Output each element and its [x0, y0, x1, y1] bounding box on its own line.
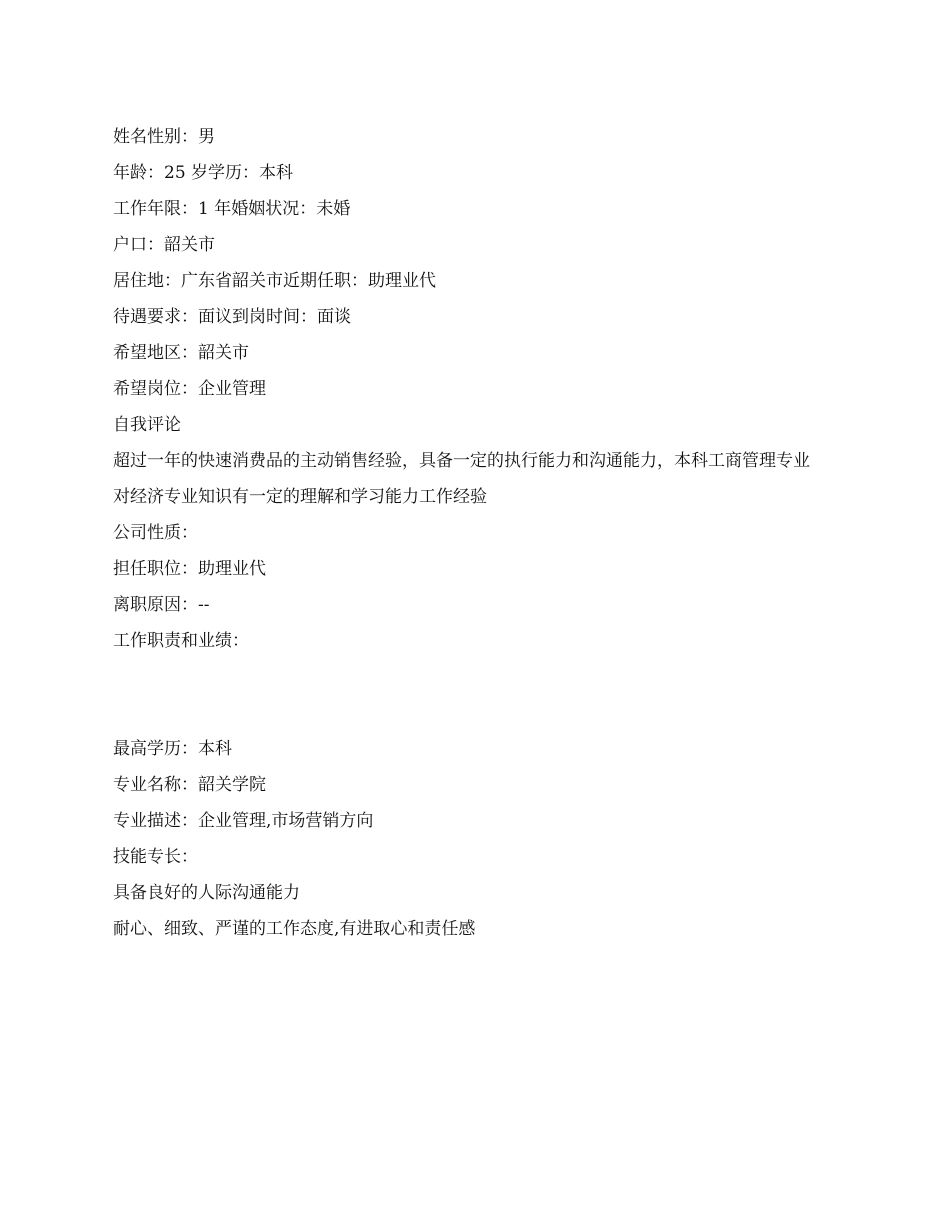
major-description-line: 专业描述：企业管理,市场营销方向	[113, 811, 374, 831]
desired-region-line: 希望地区：韶关市	[113, 343, 249, 363]
skill-communication-line: 具备良好的人际沟通能力	[113, 883, 300, 903]
age-education-line: 年龄：25 岁学历：本科	[113, 163, 294, 183]
section-spacer	[113, 666, 843, 738]
desired-job-line: 希望岗位：企业管理	[113, 379, 266, 399]
leaving-reason-line: 离职原因：--	[113, 595, 210, 615]
company-type-line: 公司性质：	[113, 523, 198, 543]
self-evaluation-text: 超过一年的快速消费品的主动销售经验，具备一定的执行能力和沟通能力，本科工商管理专业	[113, 451, 810, 471]
self-evaluation-heading: 自我评论	[113, 415, 181, 435]
skills-heading: 技能专长：	[113, 847, 198, 867]
highest-degree-line: 最高学历：本科	[113, 739, 232, 759]
salary-availability-line: 待遇要求：面议到岗时间：面谈	[113, 307, 351, 327]
skill-attitude-line: 耐心、细致、严谨的工作态度,有进取心和责任感	[113, 919, 476, 939]
residence-position-line: 居住地：广东省韶关市近期任职：助理业代	[113, 271, 436, 291]
major-name-line: 专业名称：韶关学院	[113, 775, 266, 795]
experience-marital-line: 工作年限：1 年婚姻状况：未婚	[113, 199, 351, 219]
hukou-line: 户口：韶关市	[113, 235, 215, 255]
duties-achievements-line: 工作职责和业绩：	[113, 631, 249, 651]
held-position-line: 担任职位：助理业代	[113, 559, 266, 579]
name-gender-line: 姓名性别：男	[113, 127, 215, 147]
resume-document	[113, 126, 843, 954]
economics-knowledge-line: 对经济专业知识有一定的理解和学习能力工作经验	[113, 487, 487, 507]
